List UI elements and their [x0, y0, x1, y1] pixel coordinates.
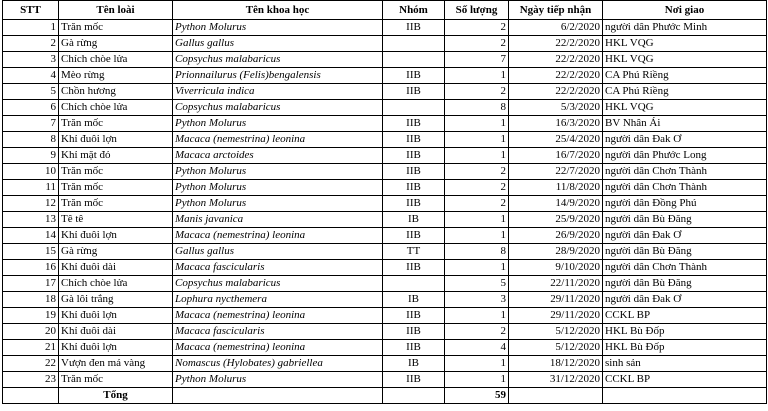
stt-cell: 11: [3, 180, 59, 196]
place-cell: HKL Bù Đốp: [603, 340, 767, 356]
stt-cell: 20: [3, 324, 59, 340]
group-cell: [383, 276, 445, 292]
scientific-name-cell: Manis javanica: [173, 212, 383, 228]
total-stt-cell: [3, 388, 59, 404]
quantity-cell: 2: [445, 196, 509, 212]
date-cell: 16/7/2020: [509, 148, 603, 164]
table-row: [3, 228, 767, 244]
total-value: 59: [445, 388, 509, 404]
group-cell: IIB: [383, 308, 445, 324]
table-row: [3, 148, 767, 164]
scientific-name-cell: Macaca (nemestrina) leonina: [173, 340, 383, 356]
group-cell: IIB: [383, 84, 445, 100]
total-empty-cell: [603, 388, 767, 404]
stt-cell: 6: [3, 100, 59, 116]
species-cell: Trăn mốc: [59, 116, 173, 132]
table-row: [3, 84, 767, 100]
stt-cell: 23: [3, 372, 59, 388]
place-cell: HKL VQG: [603, 100, 767, 116]
date-cell: 9/10/2020: [509, 260, 603, 276]
stt-cell: 15: [3, 244, 59, 260]
table-row: [3, 180, 767, 196]
group-cell: [383, 100, 445, 116]
table-body: [3, 20, 767, 388]
table-row: [3, 36, 767, 52]
table-row: [3, 212, 767, 228]
scientific-name-cell: Python Molurus: [173, 180, 383, 196]
table-row: [3, 52, 767, 68]
total-row: [3, 388, 767, 404]
stt-cell: 1: [3, 20, 59, 36]
date-cell: 22/2/2020: [509, 36, 603, 52]
place-cell: người dân Đak Ơ: [603, 292, 767, 308]
species-cell: Khỉ đuôi dài: [59, 260, 173, 276]
quantity-cell: 2: [445, 164, 509, 180]
place-cell: sinh sản: [603, 356, 767, 372]
date-cell: 29/11/2020: [509, 308, 603, 324]
group-cell: IIB: [383, 116, 445, 132]
quantity-cell: 8: [445, 100, 509, 116]
species-cell: Chồn hương: [59, 84, 173, 100]
date-cell: 22/2/2020: [509, 52, 603, 68]
group-cell: IIB: [383, 196, 445, 212]
date-cell: 26/9/2020: [509, 228, 603, 244]
species-cell: Trăn mốc: [59, 180, 173, 196]
group-cell: IIB: [383, 164, 445, 180]
scientific-name-cell: Python Molurus: [173, 164, 383, 180]
quantity-cell: 2: [445, 180, 509, 196]
group-cell: IB: [383, 356, 445, 372]
species-cell: Chích chòe lửa: [59, 276, 173, 292]
scientific-name-cell: Lophura nycthemera: [173, 292, 383, 308]
quantity-cell: 5: [445, 276, 509, 292]
group-cell: IIB: [383, 324, 445, 340]
place-cell: CA Phú Riềng: [603, 84, 767, 100]
scientific-name-cell: Macaca fascicularis: [173, 260, 383, 276]
stt-cell: 10: [3, 164, 59, 180]
group-cell: IIB: [383, 148, 445, 164]
date-cell: 28/9/2020: [509, 244, 603, 260]
date-cell: 22/7/2020: [509, 164, 603, 180]
quantity-cell: 1: [445, 260, 509, 276]
place-cell: người dân Bù Đăng: [603, 244, 767, 260]
quantity-cell: 3: [445, 292, 509, 308]
date-cell: 31/12/2020: [509, 372, 603, 388]
stt-cell: 21: [3, 340, 59, 356]
scientific-name-cell: Viverricula indica: [173, 84, 383, 100]
species-cell: Chích chòe lửa: [59, 100, 173, 116]
date-cell: 25/4/2020: [509, 132, 603, 148]
total-label: Tổng: [59, 388, 173, 404]
table-row: [3, 20, 767, 36]
place-cell: BV Nhân Ái: [603, 116, 767, 132]
scientific-name-cell: Nomascus (Hylobates) gabriellea: [173, 356, 383, 372]
group-cell: IIB: [383, 68, 445, 84]
quantity-cell: 1: [445, 148, 509, 164]
species-cell: Mèo rừng: [59, 68, 173, 84]
date-cell: 22/11/2020: [509, 276, 603, 292]
quantity-cell: 2: [445, 324, 509, 340]
quantity-cell: 1: [445, 356, 509, 372]
quantity-cell: 1: [445, 308, 509, 324]
species-cell: Trăn mốc: [59, 372, 173, 388]
species-cell: Khỉ đuôi lợn: [59, 308, 173, 324]
stt-cell: 18: [3, 292, 59, 308]
stt-cell: 5: [3, 84, 59, 100]
table-footer: [3, 388, 767, 404]
table-row: [3, 372, 767, 388]
species-cell: Khỉ đuôi lợn: [59, 132, 173, 148]
group-cell: IIB: [383, 372, 445, 388]
table-row: [3, 356, 767, 372]
table-row: [3, 196, 767, 212]
quantity-cell: 1: [445, 116, 509, 132]
species-cell: Trăn mốc: [59, 164, 173, 180]
date-cell: 11/8/2020: [509, 180, 603, 196]
scientific-name-cell: Macaca fascicularis: [173, 324, 383, 340]
quantity-cell: 7: [445, 52, 509, 68]
place-cell: HKL Bù Đốp: [603, 324, 767, 340]
quantity-cell: 1: [445, 132, 509, 148]
table-row: [3, 244, 767, 260]
group-cell: IB: [383, 292, 445, 308]
quantity-cell: 2: [445, 20, 509, 36]
quantity-cell: 8: [445, 244, 509, 260]
place-cell: người dân Đak Ơ: [603, 228, 767, 244]
table-row: [3, 100, 767, 116]
table-row: [3, 276, 767, 292]
date-cell: 16/3/2020: [509, 116, 603, 132]
place-cell: người dân Chơn Thành: [603, 180, 767, 196]
group-cell: [383, 36, 445, 52]
column-header-species-name: Tên loài: [59, 1, 173, 20]
scientific-name-cell: Macaca (nemestrina) leonina: [173, 228, 383, 244]
table-row: [3, 292, 767, 308]
group-cell: IIB: [383, 340, 445, 356]
scientific-name-cell: Prionnailurus (Felis)bengalensis: [173, 68, 383, 84]
place-cell: người dân Bù Đăng: [603, 276, 767, 292]
group-cell: IB: [383, 212, 445, 228]
species-cell: Trăn mốc: [59, 20, 173, 36]
group-cell: IIB: [383, 228, 445, 244]
place-cell: HKL VQG: [603, 52, 767, 68]
table-row: [3, 260, 767, 276]
stt-cell: 4: [3, 68, 59, 84]
scientific-name-cell: Gallus gallus: [173, 36, 383, 52]
animal-intake-table: [2, 0, 767, 404]
scientific-name-cell: Python Molurus: [173, 20, 383, 36]
table-row: [3, 116, 767, 132]
column-header-received-date: Ngày tiếp nhận: [509, 1, 603, 20]
date-cell: 22/2/2020: [509, 84, 603, 100]
species-cell: Gà rừng: [59, 244, 173, 260]
scientific-name-cell: Python Molurus: [173, 372, 383, 388]
stt-cell: 9: [3, 148, 59, 164]
place-cell: CCKL BP: [603, 372, 767, 388]
stt-cell: 19: [3, 308, 59, 324]
scientific-name-cell: Macaca arctoides: [173, 148, 383, 164]
species-cell: Chích chòe lửa: [59, 52, 173, 68]
group-cell: IIB: [383, 260, 445, 276]
stt-cell: 2: [3, 36, 59, 52]
species-cell: Khỉ mặt đỏ: [59, 148, 173, 164]
date-cell: 14/9/2020: [509, 196, 603, 212]
scientific-name-cell: Copsychus malabaricus: [173, 52, 383, 68]
date-cell: 5/3/2020: [509, 100, 603, 116]
header-row: [3, 1, 767, 20]
group-cell: TT: [383, 244, 445, 260]
column-header-group: Nhóm: [383, 1, 445, 20]
stt-cell: 7: [3, 116, 59, 132]
species-cell: Tê tê: [59, 212, 173, 228]
place-cell: người dân Chơn Thành: [603, 260, 767, 276]
quantity-cell: 2: [445, 36, 509, 52]
place-cell: người dân Đồng Phú: [603, 196, 767, 212]
column-header-scientific-name: Tên khoa học: [173, 1, 383, 20]
place-cell: CA Phú Riềng: [603, 68, 767, 84]
quantity-cell: 1: [445, 372, 509, 388]
total-empty-cell: [509, 388, 603, 404]
total-empty-cell: [383, 388, 445, 404]
species-cell: Vượn đen má vàng: [59, 356, 173, 372]
date-cell: 5/12/2020: [509, 324, 603, 340]
stt-cell: 17: [3, 276, 59, 292]
scientific-name-cell: Gallus gallus: [173, 244, 383, 260]
stt-cell: 14: [3, 228, 59, 244]
scientific-name-cell: Macaca (nemestrina) leonina: [173, 132, 383, 148]
date-cell: 29/11/2020: [509, 292, 603, 308]
stt-cell: 8: [3, 132, 59, 148]
scientific-name-cell: Copsychus malabaricus: [173, 100, 383, 116]
quantity-cell: 1: [445, 212, 509, 228]
group-cell: IIB: [383, 180, 445, 196]
quantity-cell: 2: [445, 84, 509, 100]
table-row: [3, 324, 767, 340]
quantity-cell: 1: [445, 68, 509, 84]
table-row: [3, 132, 767, 148]
stt-cell: 3: [3, 52, 59, 68]
place-cell: người dân Phước Long: [603, 148, 767, 164]
place-cell: người dân Phước Minh: [603, 20, 767, 36]
place-cell: người dân Đak Ơ: [603, 132, 767, 148]
quantity-cell: 4: [445, 340, 509, 356]
table-row: [3, 164, 767, 180]
place-cell: người dân Bù Đăng: [603, 212, 767, 228]
scientific-name-cell: Macaca (nemestrina) leonina: [173, 308, 383, 324]
stt-cell: 22: [3, 356, 59, 372]
group-cell: IIB: [383, 20, 445, 36]
place-cell: CCKL BP: [603, 308, 767, 324]
date-cell: 5/12/2020: [509, 340, 603, 356]
species-cell: Gà rừng: [59, 36, 173, 52]
species-cell: Gà lôi trắng: [59, 292, 173, 308]
column-header-quantity: Số lượng: [445, 1, 509, 20]
place-cell: người dân Chơn Thành: [603, 164, 767, 180]
table-row: [3, 340, 767, 356]
quantity-cell: 1: [445, 228, 509, 244]
date-cell: 6/2/2020: [509, 20, 603, 36]
scientific-name-cell: Python Molurus: [173, 196, 383, 212]
group-cell: [383, 52, 445, 68]
column-header-handover-place: Nơi giao: [603, 1, 767, 20]
date-cell: 18/12/2020: [509, 356, 603, 372]
place-cell: HKL VQG: [603, 36, 767, 52]
species-cell: Khỉ đuôi lợn: [59, 340, 173, 356]
column-header-stt: STT: [3, 1, 59, 20]
species-cell: Khỉ đuôi lợn: [59, 228, 173, 244]
table-row: [3, 68, 767, 84]
total-empty-cell: [173, 388, 383, 404]
species-cell: Trăn mốc: [59, 196, 173, 212]
stt-cell: 16: [3, 260, 59, 276]
species-cell: Khỉ đuôi dài: [59, 324, 173, 340]
scientific-name-cell: Copsychus malabaricus: [173, 276, 383, 292]
date-cell: 22/2/2020: [509, 68, 603, 84]
table-header: [3, 1, 767, 20]
group-cell: IIB: [383, 132, 445, 148]
table-row: [3, 308, 767, 324]
date-cell: 25/9/2020: [509, 212, 603, 228]
scientific-name-cell: Python Molurus: [173, 116, 383, 132]
stt-cell: 12: [3, 196, 59, 212]
stt-cell: 13: [3, 212, 59, 228]
